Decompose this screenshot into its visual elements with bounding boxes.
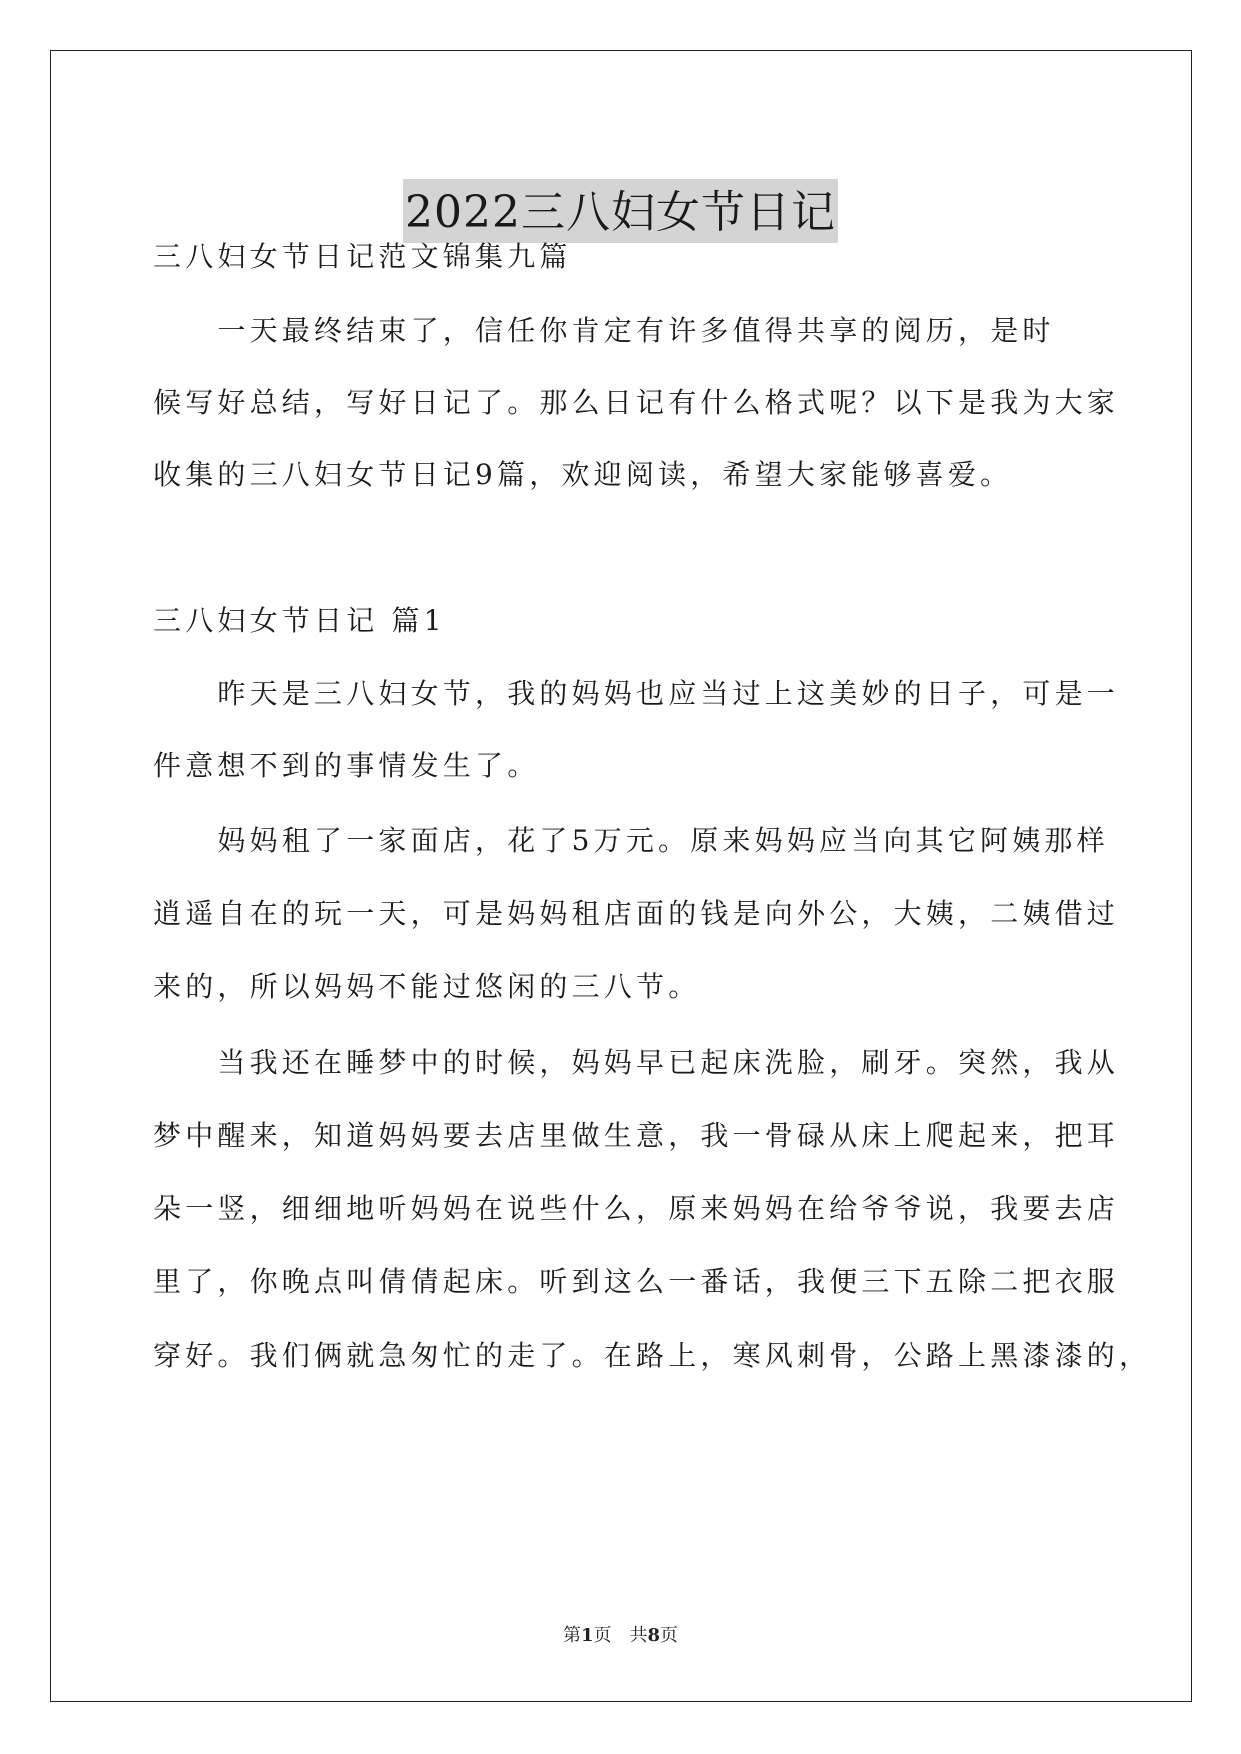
- body-line: 穿好。我们俩就急匆忙的走了。在路上，寒风刺骨，公路上黑漆漆的，: [153, 1339, 1152, 1372]
- document-title: 2022三八妇女节日记: [403, 179, 838, 243]
- page-footer: [0, 1624, 1241, 1648]
- body-line: 妈妈租了一家面店，花了5万元。原来妈妈应当向其它阿姨那样: [153, 824, 1109, 857]
- footer-page-prefix: 第: [562, 1625, 581, 1646]
- body-line: 来的，所以妈妈不能过悠闲的三八节。: [153, 970, 701, 1003]
- body-line: 里了，你晚点叫倩倩起床。听到这么一番话，我便三下五除二把衣服: [153, 1265, 1120, 1298]
- footer-page-total: 8: [647, 1625, 661, 1646]
- body-line: 梦中醒来，知道妈妈要去店里做生意，我一骨碌从床上爬起来，把耳: [153, 1119, 1120, 1152]
- body-line: 逍遥自在的玩一天，可是妈妈租店面的钱是向外公，大姨，二姨借过: [153, 897, 1120, 930]
- section-heading: 三八妇女节日记 篇1: [153, 604, 446, 637]
- intro-line: 收集的三八妇女节日记9篇，欢迎阅读，希望大家能够喜爱。: [153, 458, 1013, 491]
- footer-page-mid: 页 共: [593, 1625, 648, 1646]
- body-line: 昨天是三八妇女节，我的妈妈也应当过上这美妙的日子，可是一: [153, 677, 1120, 710]
- intro-line: 一天最终结束了，信任你肯定有许多值得共享的阅历，是时: [153, 314, 1055, 347]
- page-border: [50, 50, 1192, 1702]
- subtitle: 三八妇女节日记范文锦集九篇: [153, 240, 572, 273]
- body-line: 朵一竖，细细地听妈妈在说些什么，原来妈妈在给爷爷说，我要去店: [153, 1192, 1120, 1225]
- body-line: 件意想不到的事情发生了。: [153, 749, 540, 782]
- intro-line: 候写好总结，写好日记了。那么日记有什么格式呢？以下是我为大家: [153, 386, 1120, 419]
- body-line: 当我还在睡梦中的时候，妈妈早已起床洗脸，刷牙。突然，我从: [153, 1046, 1120, 1079]
- footer-page-current: 1: [580, 1625, 594, 1646]
- footer-page-suffix: 页: [660, 1625, 679, 1646]
